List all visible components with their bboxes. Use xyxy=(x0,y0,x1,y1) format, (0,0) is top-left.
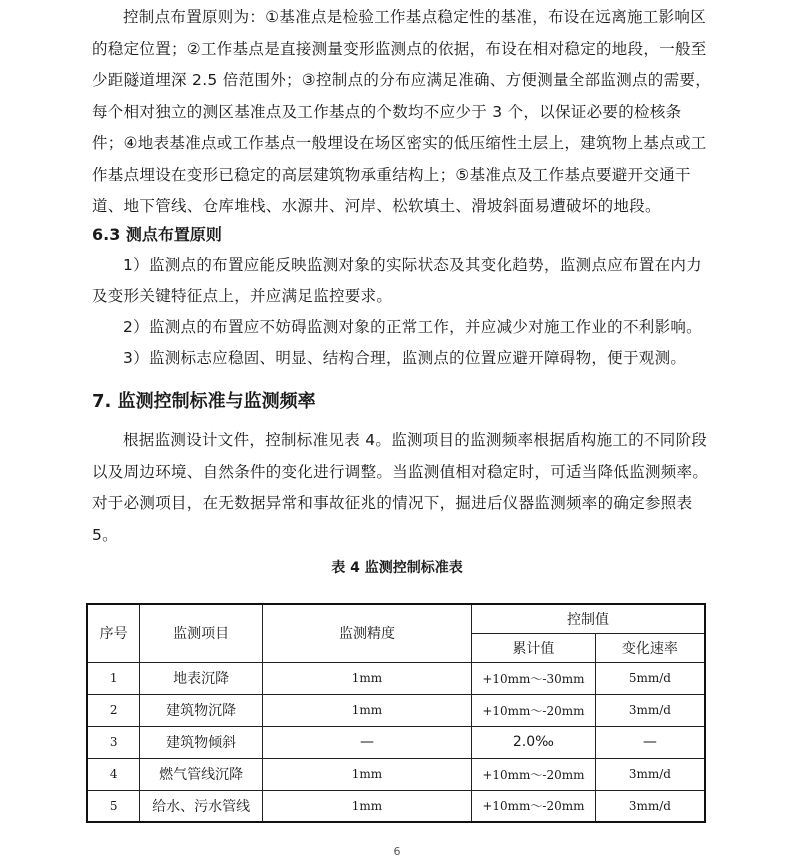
row-precision: 1mm xyxy=(262,790,471,822)
row-cumulative: +10mm～-20mm xyxy=(472,758,596,790)
table-row xyxy=(87,758,705,790)
table-row xyxy=(87,694,705,726)
control-standard-table xyxy=(86,603,706,823)
row-index: 5 xyxy=(87,790,140,822)
header-index: 序号 xyxy=(87,604,140,662)
row-precision: 1mm xyxy=(262,758,471,790)
header-item: 监测项目 xyxy=(140,604,263,662)
row-item: 给水、污水管线 xyxy=(140,790,263,822)
table-row xyxy=(87,726,705,758)
row-rate: 5mm/d xyxy=(595,662,705,694)
intro-paragraph: 控制点布置原则为：①基准点是检验工作基点稳定性的基准，布设在远离施工影响区的稳定位置；②工作基点是直接测量变形监测点的依据，布设在相对稳定的地段，一般至少距隧道埋深 2.5 倍范围外；③控制点的分布应满足准确、方便测量全部监测点的需要，每个相对独立的测区基准点及工作基点的个数均不应少于 3 个，以保证必要的检核条件；④地表基准点或工作基点一般埋设在场区密实的低压缩性土层上，建筑物上基点或工作基点埋设在变形已稳定的高层建筑物承重结构上；⑤基准点及工作基点要避开交通干道、地下管线、仓库堆栈、水源井、河岸、松软填土、滑坡斜面易遭破坏的地段。 xyxy=(92,8,712,215)
header-rate: 变化速率 xyxy=(595,633,705,662)
row-rate: 3mm/d xyxy=(595,758,705,790)
table-row xyxy=(87,662,705,694)
row-precision: 1mm xyxy=(262,662,471,694)
row-cumulative: +10mm～-30mm xyxy=(472,662,596,694)
header-control: 控制值 xyxy=(472,604,705,633)
header-cumulative: 累计值 xyxy=(472,633,596,662)
row-cumulative: +10mm～-20mm xyxy=(472,694,596,726)
row-item: 燃气管线沉降 xyxy=(140,758,263,790)
row-index: 4 xyxy=(87,758,140,790)
row-index: 3 xyxy=(87,726,140,758)
row-rate: — xyxy=(595,726,705,758)
table-header-row xyxy=(87,604,705,633)
section-6-3-heading: 6.3 测点布置原则 xyxy=(92,225,222,244)
section-6-3-item-1: 1）监测点的布置应能反映监测对象的实际状态及其变化趋势，监测点应布置在内力及变形关键特征点上，并应满足监控要求。 xyxy=(92,256,702,305)
row-precision: — xyxy=(262,726,471,758)
row-item: 地表沉降 xyxy=(140,662,263,694)
page-number: 6 xyxy=(393,845,401,858)
header-precision: 监测精度 xyxy=(262,604,471,662)
section-6-3-item-3: 3）监测标志应稳固、明显、结构合理，监测点的位置应避开障碍物，便于观测。 xyxy=(123,349,687,367)
table-row xyxy=(87,790,705,822)
section-7-heading: 7. 监测控制标准与监测频率 xyxy=(92,391,316,412)
row-cumulative: 2.0‰ xyxy=(472,726,596,758)
section-6-3-item-2: 2）监测点的布置应不妨碍监测对象的正常工作，并应减少对施工作业的不利影响。 xyxy=(123,318,702,336)
table-caption: 表 4 监测控制标准表 xyxy=(331,560,463,576)
row-item: 建筑物沉降 xyxy=(140,694,263,726)
row-index: 2 xyxy=(87,694,140,726)
row-rate: 3mm/d xyxy=(595,790,705,822)
row-cumulative: +10mm～-20mm xyxy=(472,790,596,822)
row-rate: 3mm/d xyxy=(595,694,705,726)
row-index: 1 xyxy=(87,662,140,694)
row-item: 建筑物倾斜 xyxy=(140,726,263,758)
row-precision: 1mm xyxy=(262,694,471,726)
section-7-paragraph: 根据监测设计文件，控制标准见表 4。监测项目的监测频率根据盾构施工的不同阶段以及周边环境、自然条件的变化进行调整。当监测值相对稳定时，可适当降低监测频率。对于必测项目，在无数据异常和事故征兆的情况下，掘进后仪器监测频率的确定参照表 5。 xyxy=(92,431,709,544)
